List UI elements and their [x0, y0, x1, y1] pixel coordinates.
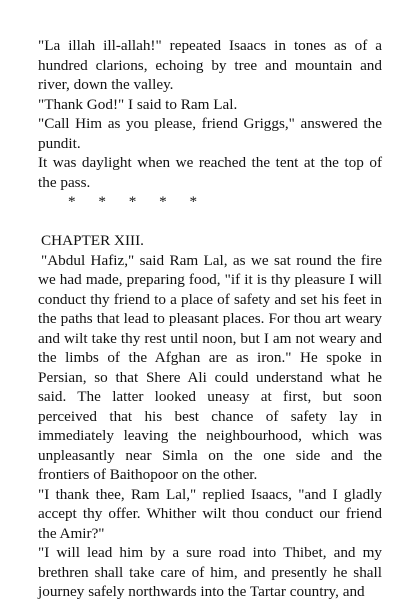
- paragraph-i-will-lead: "I will lead him by a sure road into Thibet, and my brethren shall take care of him, and presently he shall journey safely northwards into the Tartar country, and: [38, 544, 382, 600]
- paragraph-thank-god: "Thank God!" I said to Ram Lal.: [38, 95, 238, 113]
- chapter-heading: CHAPTER XIII.: [41, 232, 144, 249]
- section-separator: * * * * *: [68, 193, 198, 210]
- paragraph-la-illah: "La illah ill-allah!" repeated Isaacs in tones as of a hundred clarions, echoing by tree and mountain and river, down the valley.: [38, 37, 382, 93]
- paragraph-daylight: It was daylight when we reached the tent at the top of the pass.: [38, 154, 382, 191]
- paragraph-i-thank-thee: "I thank thee, Ram Lal," replied Isaacs, "and I gladly accept thy offer. Whither wilt thou conduct our friend the Amir?": [38, 485, 382, 542]
- paragraph-call-him: "Call Him as you please, friend Griggs," answered the pundit.: [38, 115, 382, 152]
- blank-line: [38, 212, 382, 232]
- paragraph-abdul-hafiz: "Abdul Hafiz," said Ram Lal, as we sat round the fire we had made, preparing food, "if it is thy pleasure I will conduct thy friend to a place of safety and set his feet in the paths that lead to pleasant places. For thou art weary and wilt take thy rest until noon, but I am not weary and the limbs of the Afghan are as iron." He spoke in Persian, so that Shere Ali could understand what he said. The latter looked uneasy at first, but soon perceived that his best chance of safety lay in immediately leaving the neighbourhood, which was unpleasantly near Simla on the one side and the frontiers of Baithopoor on the other.: [38, 251, 382, 483]
- page-body: [38, 36, 382, 602]
